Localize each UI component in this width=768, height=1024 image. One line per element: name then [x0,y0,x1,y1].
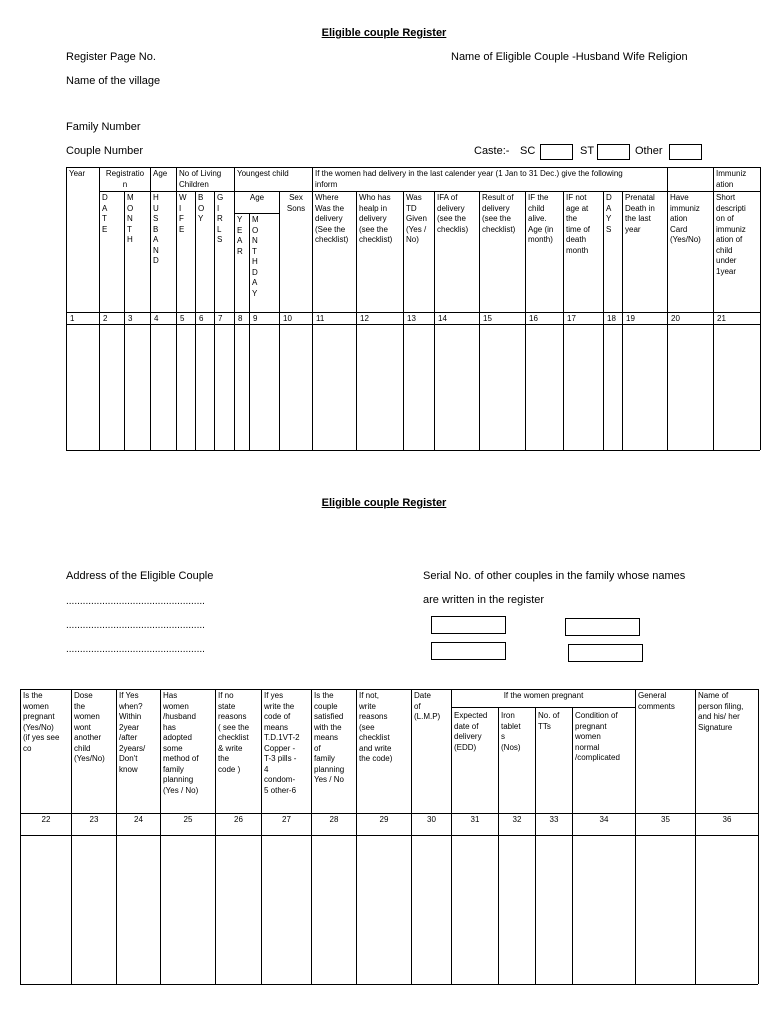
col-number: 36 [722,815,732,824]
col-helped-header: Who has healp in delivery (see the checklist) [359,193,393,244]
col-wife-header: W I F E [179,193,187,234]
col-prenatal-header: Prenatal Death in the last year [625,193,655,234]
address-line-3[interactable]: .................................................. [66,644,205,655]
col-number: 31 [470,815,480,824]
col-number: 34 [599,815,609,824]
col-want-child-header: Dose the women wont another child (Yes/No) [74,691,105,763]
col-number: 23 [89,815,99,824]
address-line-1[interactable]: .................................................. [66,596,205,607]
col-husband-header: H U S B A N D [153,193,159,265]
col-number: 33 [549,815,559,824]
col-short-desc-header: Short descripti on of immuniz ation of child under 1year [716,193,746,276]
address-label: Address of the Eligible Couple [66,570,214,582]
col-where-header: Where Was the delivery (See the checklist) [315,193,349,244]
register-title-1: Eligible couple Register [321,27,447,39]
col-number: 10 [283,314,292,323]
col-tts-header: No. of TTs [538,711,560,731]
col-number: 11 [316,314,325,323]
col-days-header: D A Y S [606,193,612,234]
col-comments-header: General comments [638,691,675,711]
col-age-header: Age [153,169,168,178]
col-boy-header: B O Y [198,193,205,223]
col-number: 30 [427,815,436,824]
register-title-2: Eligible couple Register [321,497,447,509]
col-number: 2 [103,314,108,323]
col-number: 26 [234,815,243,824]
couple-name-label: Name of Eligible Couple -Husband Wife Religion [451,51,688,63]
col-means-code-header: If yes write the code of means T.D.1VT-2 Copper - T-3 pills - 4 condom- 5 other-6 [264,691,300,795]
col-number: 12 [360,314,369,323]
col-number: 6 [199,314,204,323]
col-date-header: D A T E [102,193,108,234]
caste-sc-box[interactable] [540,144,573,160]
caste-st-box[interactable] [597,144,630,160]
col-number: 32 [512,815,522,824]
col-edd-header: Expected date of delivery (EDD) [454,711,488,752]
col-if-pregnant-header: If the women pregnant [503,691,584,700]
col-number: 27 [282,815,291,824]
col-signature-header: Name of person filing, and his/ her Signature [698,691,744,732]
caste-label: Caste:- [474,145,510,157]
serial-box-4[interactable] [568,644,643,662]
col-number: 35 [661,815,670,824]
col-number: 19 [626,314,635,323]
col-not-alive-header: IF not age at the time of death month [566,193,591,255]
col-number: 5 [180,314,185,323]
caste-other-label: Other [635,145,663,157]
col-number: 16 [529,314,538,323]
address-line-2[interactable]: .................................................. [66,620,205,631]
col-when-header: If Yes when? Within 2year /after 2years/ Don't know [119,691,146,774]
village-name-label: Name of the village [66,75,161,87]
col-number: 22 [41,815,51,824]
col-lmp-header: Date of (L.M.P) [414,691,441,721]
col-registration-header: Registratio n [105,169,145,189]
col-number: 18 [607,314,616,323]
caste-st-label: ST [580,145,595,157]
col-not-reasons-header: If not, write reasons (see checklist and write the code) [359,691,393,763]
col-family-planning-header: Has women /husband has adopted some method of family planning (Yes / No) [163,691,199,795]
col-month-header: M O N T H [127,193,134,244]
col-number: 20 [671,314,680,323]
col-number: 3 [128,314,133,323]
col-no-reasons-header: If no state reasons ( see the checklist & write the code ) [218,691,250,774]
col-number: 1 [70,314,75,323]
col-girls-header: G I R L S [217,193,224,244]
col-number: 17 [567,314,576,323]
col-pregnant-header: Is the women pregnant (Yes/No) (if yes see co [23,691,60,753]
col-card-header: Have immuniz ation Card (Yes/No) [670,193,701,244]
col-ifa-header: IFA of delivery (see the checklis) [437,193,469,234]
col-child-age-header: Age [249,193,265,202]
col-number: 24 [134,815,143,824]
caste-sc-label: SC [520,145,536,157]
col-sex-header: Sex Sons [286,193,306,213]
col-satisfied-header: Is the couple satisfied with the means of family planning Yes / No [314,691,345,784]
col-child-monthday-header: M O N T H D A Y [252,215,259,298]
col-condition-header: Condition of pregnant women normal /complicated [575,711,620,762]
col-number: 8 [238,314,243,323]
serial-label-cont: are written in the register [423,594,545,606]
register-page-no-label: Register Page No. [66,51,156,63]
col-number: 7 [218,314,223,323]
col-number: 21 [717,314,726,323]
col-number: 15 [483,314,492,323]
col-number: 28 [329,815,339,824]
col-delivery-header: If the women had delivery in the last calender year (1 Jan to 31 Dec.) give the following inform [315,169,623,189]
caste-other-box[interactable] [669,144,702,160]
col-immunization-header: Immuniz ation [716,169,747,189]
col-number: 13 [407,314,416,323]
family-number-label: Family Number [66,121,141,133]
col-number: 4 [154,314,159,323]
col-iron-header: Iron tablet s (Nos) [501,711,521,752]
col-youngest-child-header: Youngest child [237,169,289,178]
col-alive-header: IF the child alive. Age (in month) [528,193,554,244]
serial-label: Serial No. of other couples in the family whose names [423,570,686,582]
col-living-children-header: No of Living Children [179,169,222,189]
col-child-year-header: Y E A R [237,215,243,256]
col-number: 14 [438,314,447,323]
couple-number-label: Couple Number [66,145,144,157]
col-number: 29 [379,815,389,824]
col-number: 25 [183,815,193,824]
col-td-header: Was TD Given (Yes / No) [406,193,427,244]
serial-box-3[interactable] [431,642,506,660]
serial-box-2[interactable] [565,618,640,636]
col-result-header: Result of delivery (see the checklist) [482,193,516,234]
col-year-header: Year [69,169,86,178]
col-number: 9 [253,314,258,323]
serial-box-1[interactable] [431,616,506,634]
